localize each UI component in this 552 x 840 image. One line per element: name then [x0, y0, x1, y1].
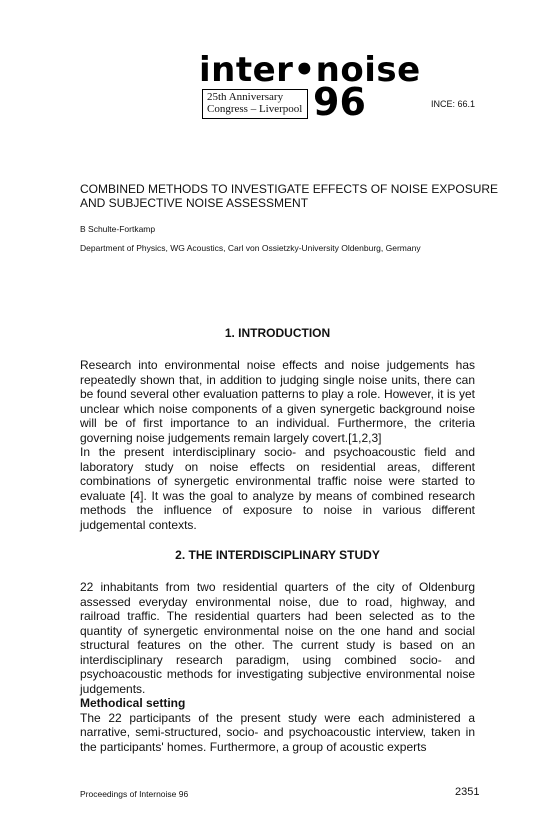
subsection-heading-methodical-setting: Methodical setting: [80, 696, 186, 710]
logo-anniversary-box: [202, 89, 308, 119]
section-heading-introduction: 1. INTRODUCTION: [224, 326, 331, 340]
introduction-body: [80, 358, 475, 532]
logo-year: 96: [313, 80, 366, 124]
paper-author: B Schulte-Fortkamp: [80, 224, 156, 234]
conference-logo: [199, 50, 421, 124]
logo-box-line2: Congress – Liverpool: [207, 103, 303, 115]
introduction-paragraph-2: In the present interdisciplinary socio- and psychoacoustic field and laboratory study on noise effects on residential areas, different combinations of synergetic environmental traffic noise were started to evaluate [4]. It was the goal to analyze by means of combined research methods the influence of exposure to noise in various different judgemental contexts.: [80, 445, 475, 532]
logo-wordmark: inter•noise: [199, 50, 421, 90]
study-paragraph-1: 22 inhabitants from two residential quarters of the city of Oldenburg assessed everyday environmental noise, due to road, highway, and railroad traffic. The residential quarters had been selected as to the quantity of synergetic environmental noise on the one hand and social structural features on the other. The current study is based on an interdisciplinary research paradigm, using combined socio- and psychoacoustic methods for investigating subjective environmental noise judgements.: [80, 580, 475, 696]
study-paragraph-2: The 22 participants of the present study were each administered a narrative, semi-structured, socio- and psychoacoustic interview, taken in the participants' homes. Furthermore, a group of acoustic experts: [80, 710, 475, 754]
introduction-paragraph-1: Research into environmental noise effects and noise judgements has repeatedly shown that, in addition to judging single noise units, there can be found several other evaluation patterns to play a role. However, it is yet unclear which noise components of a given synergetic background noise will be of first importance to an individual. Furthermore, the criteria governing noise judgements remain largely covert.[1,2,3]: [80, 358, 475, 445]
paper-title: COMBINED METHODS TO INVESTIGATE EFFECTS OF NOISE EXPOSURE AND SUBJECTIVE NOISE ASSESSMENT: [80, 182, 499, 210]
paper-affiliation: Department of Physics, WG Acoustics, Carl von Ossietzky-University Oldenburg, Germany: [80, 243, 421, 253]
study-body: [80, 580, 475, 754]
page-number: 2351: [455, 786, 480, 798]
footer-proceedings: Proceedings of Internoise 96: [80, 789, 189, 799]
logo-box-line1: 25th Anniversary: [207, 91, 284, 103]
paper-reference: INCE: 66.1: [431, 99, 476, 109]
section-heading-study: 2. THE INTERDISCIPLINARY STUDY: [175, 548, 380, 562]
